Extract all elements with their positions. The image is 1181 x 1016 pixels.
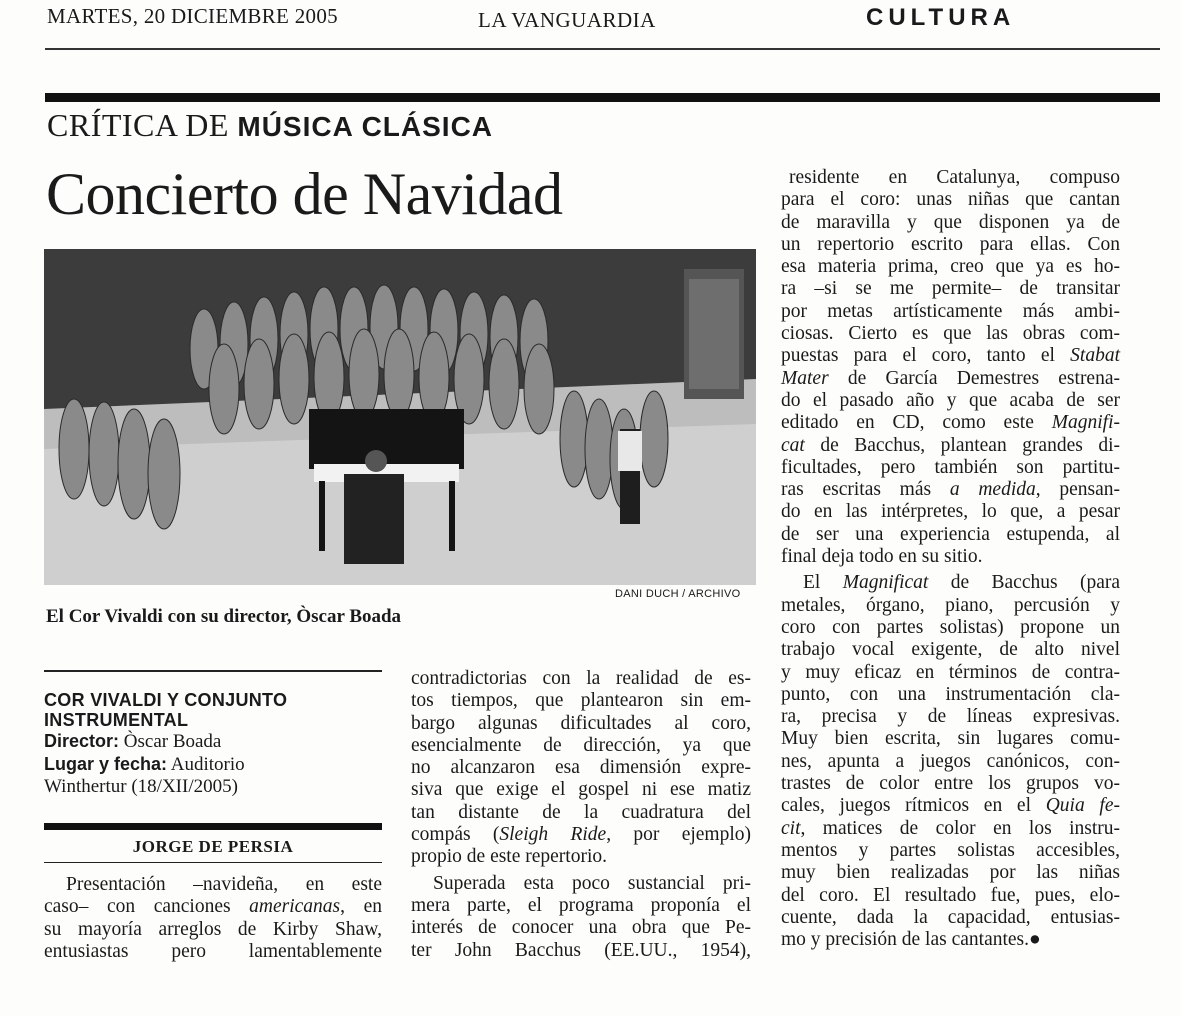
text-line: esencialmente de dirección, ya que bbox=[411, 734, 751, 756]
info-box-rule bbox=[44, 670, 382, 672]
director-line bbox=[44, 730, 384, 753]
author-rule bbox=[44, 823, 382, 830]
text-line: propio de este repertorio. bbox=[411, 846, 608, 868]
article-column-2 bbox=[411, 668, 751, 962]
text-line: trastes de color entre los grupos vo- bbox=[781, 773, 1120, 795]
director-value: Òscar Boada bbox=[119, 731, 222, 752]
author-underline bbox=[44, 862, 382, 863]
director-label: Director: bbox=[44, 731, 120, 751]
place-line-2: Winthertur (18/XII/2005) bbox=[44, 776, 238, 797]
text-line: mera parte, el programa proponía el bbox=[411, 894, 751, 916]
text-line: cit, matices de color en los instru- bbox=[781, 817, 1120, 839]
place-value: Auditorio bbox=[167, 754, 245, 775]
header-rule bbox=[45, 48, 1160, 50]
section-name: CULTURA bbox=[866, 4, 1016, 31]
text-line: coro con partes solistas) propone un bbox=[781, 616, 1120, 638]
text-line: bargo algunas dificultades al coro, bbox=[411, 712, 751, 734]
text-line: punto, con una instrumentación cla- bbox=[781, 683, 1120, 705]
text-line: su mayoría arreglos de Kirby Shaw, bbox=[44, 918, 382, 940]
author-byline: JORGE DE PERSIA bbox=[132, 837, 294, 856]
text-line: y muy eficaz en términos de contra- bbox=[781, 661, 1120, 683]
text-line: de maravilla y que disponen ya de bbox=[781, 211, 1120, 233]
text-line: trabajo vocal exigente, de alto nivel bbox=[781, 639, 1120, 661]
text-line: metales, órgano, piano, percusión y bbox=[781, 594, 1120, 616]
end-mark-icon: ● bbox=[1029, 929, 1041, 951]
ensemble-title-1: COR VIVALDI Y CONJUNTO bbox=[44, 690, 288, 710]
kicker-bold: MÚSICA CLÁSICA bbox=[237, 111, 494, 142]
header-date: MARTES, 20 DICIEMBRE 2005 bbox=[47, 4, 338, 28]
text-line: muy bien realizadas por las niñas bbox=[781, 862, 1120, 884]
text-line: no alcanzaron esa dimensión expre- bbox=[411, 757, 751, 779]
headline: Concierto de Navidad bbox=[46, 161, 563, 227]
text-line: editado en CD, como este Magnifi- bbox=[781, 412, 1120, 434]
text-line: contradictorias con la realidad de es- bbox=[411, 668, 751, 689]
text-line: un repertorio escrito para ellas. Con bbox=[781, 233, 1120, 255]
text-line: puestas para el coro, tanto el Stabat bbox=[781, 345, 1120, 367]
text-line: do el pasado año y que acaba de ser bbox=[781, 389, 1120, 411]
text-line: de ser una experiencia estupenda, al bbox=[781, 523, 1120, 545]
text-line: cat de Bacchus, plantean grandes di- bbox=[781, 434, 1120, 456]
text-line: interés de conocer una obra que Pe- bbox=[411, 917, 751, 939]
text-line: mentos y partes solistas accesibles, bbox=[781, 839, 1120, 861]
photo-credit: DANI DUCH / ARCHIVO bbox=[615, 588, 741, 600]
text-line: caso– con canciones americanas, en bbox=[44, 896, 383, 918]
article-column-1 bbox=[44, 874, 382, 963]
info-box bbox=[44, 690, 384, 798]
text-line: ra –si se me permite– de transitar bbox=[781, 278, 1120, 300]
text-line: esa materia prima, creo que ya es ho- bbox=[781, 256, 1120, 278]
section-rule bbox=[45, 93, 1160, 102]
text-line: tos tiempos, que plantearon sin em- bbox=[411, 690, 751, 712]
ensemble-title-2: INSTRUMENTAL bbox=[44, 710, 189, 730]
text-line: ra, precisa y de líneas expresivas. bbox=[781, 706, 1120, 728]
text-line: Superada esta poco sustancial pri- bbox=[433, 872, 751, 894]
place-line bbox=[44, 753, 384, 776]
text-line: final deja todo en su sitio. bbox=[781, 546, 983, 568]
text-line: siva que exige el gospel ni ese matiz bbox=[411, 779, 751, 801]
place-label: Lugar y fecha: bbox=[44, 754, 168, 774]
text-line: mo y precisión de las cantantes.● bbox=[781, 929, 1041, 951]
kicker bbox=[47, 107, 493, 144]
text-line: Muy bien escrita, sin lugares comu- bbox=[781, 728, 1120, 750]
choir-photo-illustration bbox=[44, 249, 756, 585]
text-line: El Magnificat de Bacchus (para bbox=[803, 572, 1120, 594]
text-line: entusiastas pero lamentablemente bbox=[44, 940, 382, 962]
photo-caption: El Cor Vivaldi con su director, Òscar Boada bbox=[46, 606, 402, 627]
text-line: compás (Sleigh Ride, por ejemplo) bbox=[411, 824, 751, 846]
text-line: residente en Catalunya, compuso bbox=[789, 167, 1120, 188]
text-line: cuente, dada la capacidad, entusias- bbox=[781, 906, 1120, 928]
text-line: tan distante de la cuadratura del bbox=[411, 801, 751, 823]
text-line: por metas artísticamente más ambi- bbox=[781, 300, 1120, 322]
text-line: ter John Bacchus (EE.UU., 1954), bbox=[411, 939, 751, 961]
text-line: cales, juegos rítmicos en el Quia fe- bbox=[781, 795, 1120, 817]
text-line: ras escritas más a medida, pensan- bbox=[781, 479, 1121, 501]
text-line: ciosas. Cierto es que las obras com- bbox=[781, 323, 1120, 345]
choir-photo bbox=[44, 249, 756, 585]
text-line: nes, apunta a juegos canónicos, con- bbox=[781, 750, 1120, 772]
text-line: del coro. El resultado fue, pues, elo- bbox=[781, 884, 1120, 906]
kicker-prefix: CRÍTICA DE bbox=[47, 107, 238, 143]
text-line: Presentación –navideña, en este bbox=[66, 874, 382, 895]
newspaper-name: LA VANGUARDIA bbox=[478, 8, 656, 32]
text-line: do en las intérpretes, lo que, a pesar bbox=[781, 501, 1120, 523]
text-line: Mater de García Demestres estrena- bbox=[781, 367, 1120, 389]
article-column-3 bbox=[781, 167, 1120, 951]
text-line: ficultades, pero también son partitu- bbox=[781, 456, 1120, 478]
text-line: para el coro: unas niñas que cantan bbox=[781, 189, 1120, 211]
